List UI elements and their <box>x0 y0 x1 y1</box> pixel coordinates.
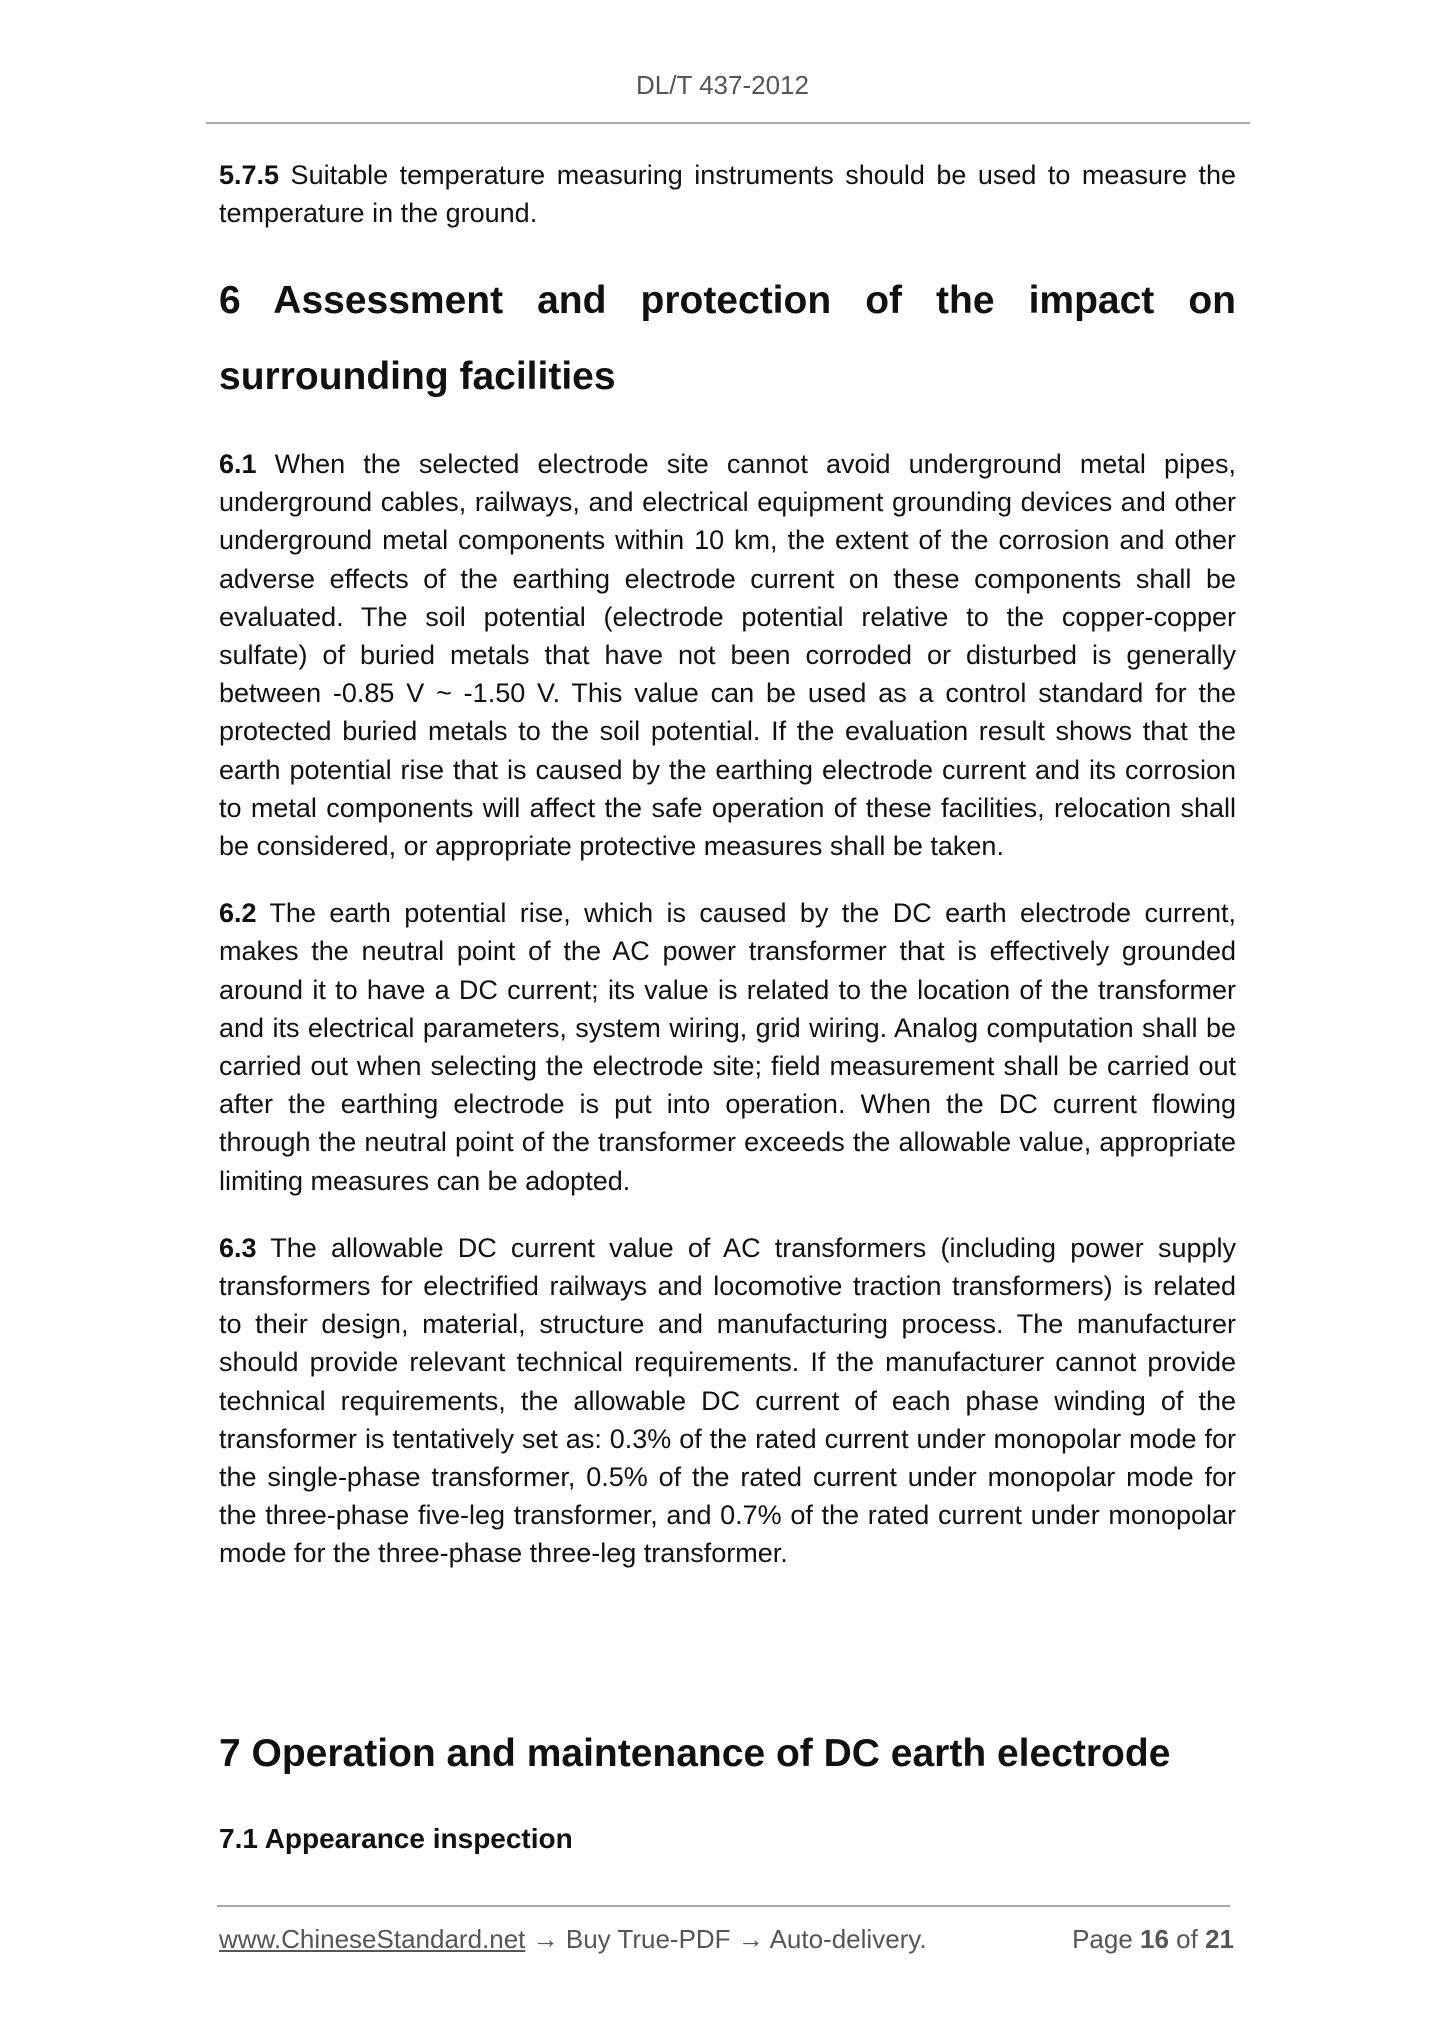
section-6-body <box>219 445 1236 1573</box>
website-link[interactable]: www.ChineseStandard.net <box>219 1924 526 1954</box>
clause-number: 6.1 <box>219 449 257 479</box>
document-id-header: DL/T 437-2012 <box>636 70 809 100</box>
clause-6-1 <box>219 445 1236 865</box>
clause-text: Suitable temperature measuring instruments should be used to measure the temperature in the ground. <box>219 160 1236 229</box>
section-7-heading: 7 Operation and maintenance of DC earth electrode <box>219 1732 1171 1775</box>
page-label: Page <box>1072 1924 1141 1954</box>
of-label: of <box>1168 1924 1206 1954</box>
page-indicator <box>1072 1924 1234 1955</box>
section-7-1-heading: 7.1 Appearance inspection <box>219 1823 573 1854</box>
clause-text: The allowable DC current value of AC transformers (including power supply transformers for electrified railways and locomotive traction transformers) is related to their design, material, structure and manufacturing process. The manufacturer should provide relevant technical requirements. If the manufacturer cannot provide technical requirements, the allowable DC current of each phase winding of the transformer is tentatively set as: 0.3% of the rated current under monopolar mode for the single-phase transformer, 0.5% of the rated current under monopolar mode for the three-phase five-leg transformer, and 0.7% of the rated current under monopolar mode for the three-phase three-leg transformer. <box>219 1232 1236 1569</box>
current-page: 16 <box>1140 1924 1169 1954</box>
clause-number: 6.3 <box>219 1232 257 1263</box>
clause-text: The earth potential rise, which is caused by the DC earth electrode current, makes the neutral point of the AC power transformer that is effectively grounded around it to have a DC current; its value is related to the location of the transformer and its electrical parameters, system wiring, grid wiring. Analog computation shall be carried out when selecting the electrode site; field measurement shall be carried out after the earthing electrode is put into operation. When the DC current flowing through the neutral point of the transformer exceeds the allowable value, appropriate limiting measures can be adopted. <box>219 898 1236 1196</box>
footer <box>219 1924 1234 1955</box>
section-7-1-heading-block <box>219 1820 1236 1858</box>
clause-number: 6.2 <box>219 898 257 929</box>
clause-text: When the selected electrode site cannot avoid underground metal pipes, underground cables, railways, and electrical equipment grounding devices and other underground metal components within 10 km, the extent of the corrosion and other adverse effects of the earthing electrode current on these components shall be evaluated. The soil potential (electrode potential relative to the copper-copper sulfate) of buried metals that have not been corroded or disturbed is generally between -0.85 V ~ -1.50 V. This value can be used as a control standard for the protected buried metals to the soil potential. If the evaluation result shows that the earth potential rise that is caused by the earthing electrode current and its corrosion to metal components will affect the safe operation of these facilities, relocation shall be considered, or appropriate protective measures shall be taken. <box>219 449 1236 862</box>
total-pages: 21 <box>1205 1924 1234 1954</box>
clause-6-3 <box>219 1229 1236 1573</box>
promo-text: → Buy True-PDF → Auto-delivery. <box>525 1924 927 1954</box>
section-6-heading: 6 Assessment and protection of the impact on surrounding facilities <box>219 279 1236 398</box>
clause-number: 5.7.5 <box>219 160 280 190</box>
section-5-7-5 <box>219 156 1236 232</box>
footer-promo <box>219 1924 927 1955</box>
header-divider <box>206 122 1250 124</box>
clause-6-2 <box>219 894 1236 1200</box>
footer-divider <box>217 1905 1230 1907</box>
section-7-heading-block <box>219 1716 1236 1792</box>
section-6-heading-block <box>219 263 1236 415</box>
